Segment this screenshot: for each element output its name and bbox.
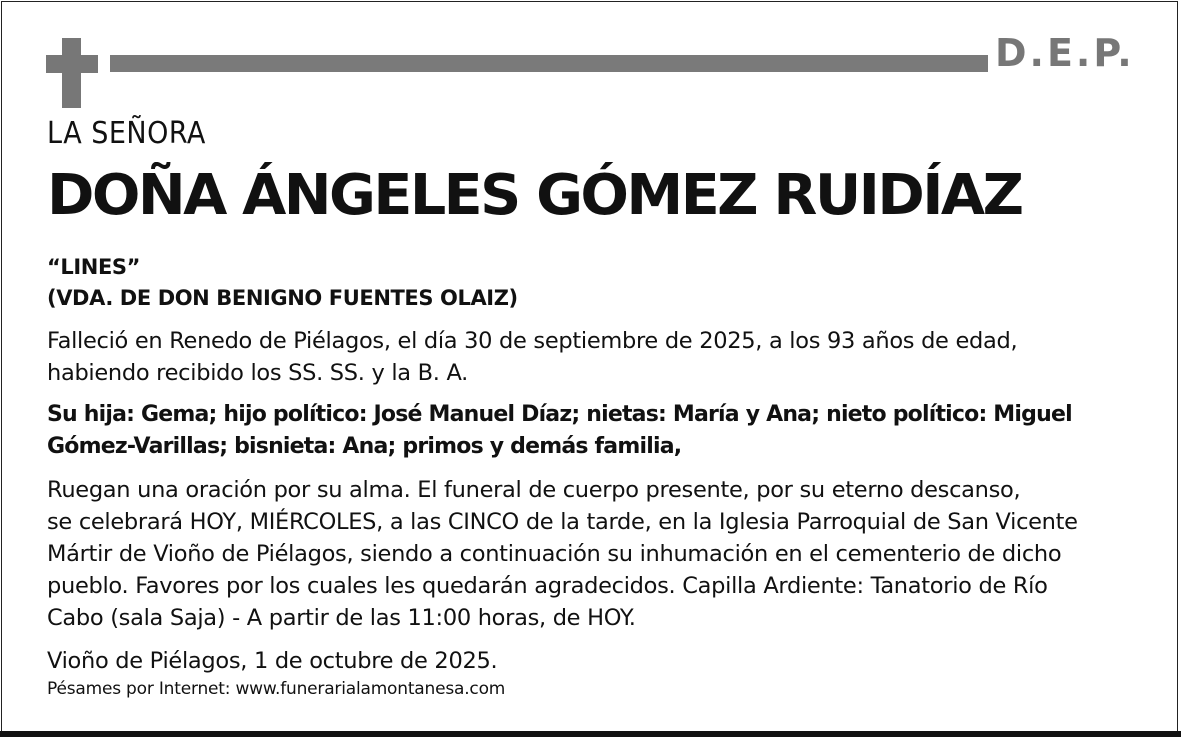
text-line: Ruegan una oración por su alma. El funeral de cuerpo presente, por su eterno descanso,: [47, 477, 1021, 503]
widow-of-line: (VDA. DE DON BENIGNO FUENTES OLAIZ): [47, 286, 518, 310]
text-line: se celebrará HOY, MIÉRCOLES, a las CINCO de la tarde, en la Iglesia Parroquial de San Vicente: [47, 509, 1078, 535]
condolences-link-text: Pésames por Internet: www.funerarialamontanesa.com: [47, 679, 506, 699]
dep-label: D.E.P.: [995, 31, 1135, 75]
family-paragraph: [47, 399, 1072, 463]
funeral-paragraph: [47, 474, 1078, 634]
text-line: habiendo recibido los SS. SS. y la B. A.: [47, 360, 469, 386]
deceased-nickname: “LINES”: [47, 255, 141, 279]
bottom-border: [0, 731, 1181, 737]
cross-horizontal-bar: [46, 55, 98, 73]
cross-vertical-bar: [62, 38, 81, 108]
text-line: Falleció en Renedo de Piélagos, el día 30 de septiembre de 2025, a los 93 años de edad,: [47, 328, 1018, 354]
deceased-name: DOÑA ÁNGELES GÓMEZ RUIDÍAZ: [47, 163, 1022, 228]
latin-cross-icon: [46, 38, 98, 108]
honorific-title: LA SEÑORA: [47, 116, 206, 151]
text-line: pueblo. Favores por los cuales les quedarán agradecidos. Capilla Ardiente: Tanatorio de Río: [47, 573, 1048, 599]
text-line: Cabo (sala Saja) - A partir de las 11:00 horas, de HOY.: [47, 605, 636, 631]
text-line: Mártir de Vioño de Piélagos, siendo a continuación su inhumación en el cementerio de dicho: [47, 541, 1062, 567]
text-line: Gómez-Varillas; bisnieta: Ana; primos y demás familia,: [47, 434, 682, 459]
death-notice-paragraph: [47, 325, 1017, 389]
text-line: Su hija: Gema; hijo político: José Manuel Díaz; nietas: María y Ana; nieto político: Miguel: [47, 402, 1072, 427]
place-and-date: Vioño de Piélagos, 1 de octubre de 2025.: [47, 648, 498, 674]
header-divider: [110, 55, 988, 72]
